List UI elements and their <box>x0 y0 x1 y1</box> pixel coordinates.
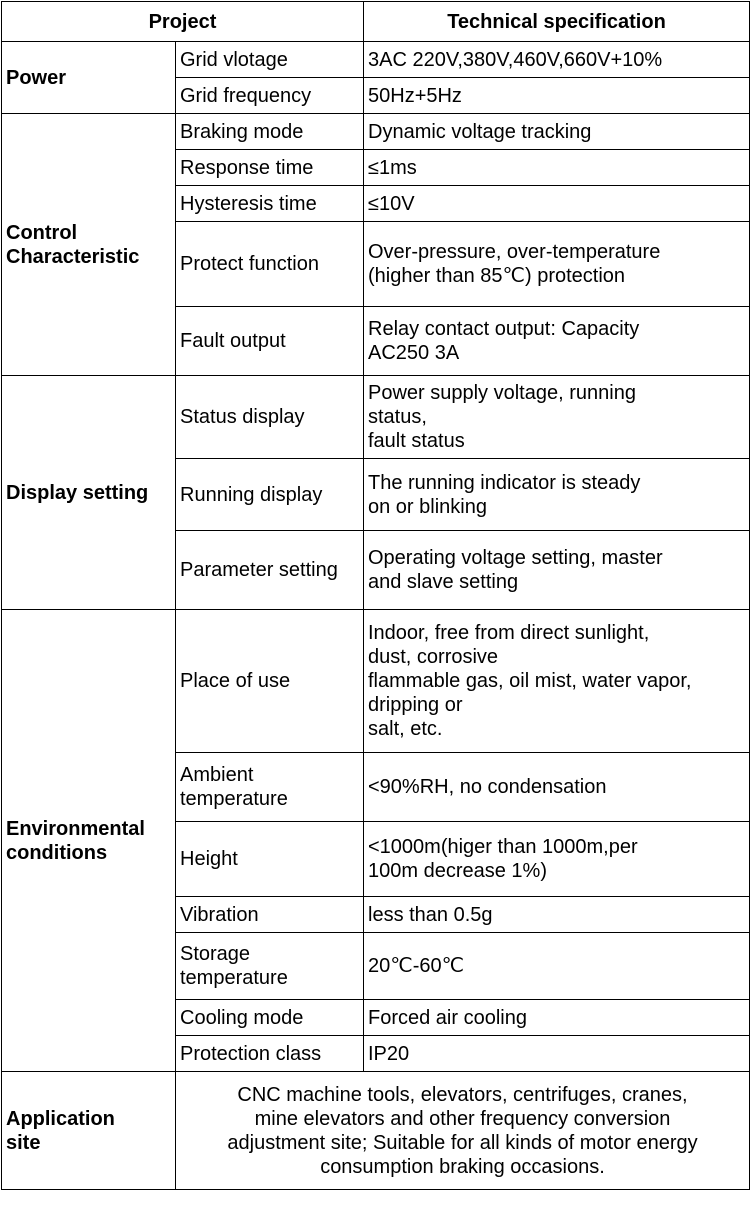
value-cooling-mode: Forced air cooling <box>364 1000 750 1036</box>
item-protection-class: Protection class <box>176 1036 364 1072</box>
item-height: Height <box>176 822 364 897</box>
header-spec: Technical specification <box>364 2 750 42</box>
table-row <box>2 376 750 459</box>
item-grid-frequency: Grid frequency <box>176 78 364 114</box>
category-application: Application site <box>2 1072 176 1190</box>
value-protection-class: IP20 <box>364 1036 750 1072</box>
value-hysteresis-time: ≤10V <box>364 186 750 222</box>
item-storage-temperature: Storage temperature <box>176 933 364 1000</box>
value-place-of-use: Indoor, free from direct sunlight, dust, corrosive flammable gas, oil mist, water vapor, dripping or salt, etc. <box>364 610 750 753</box>
item-parameter-setting: Parameter setting <box>176 531 364 610</box>
value-ambient-temperature: <90%RH, no condensation <box>364 753 750 822</box>
item-ambient-temperature: Ambient temperature <box>176 753 364 822</box>
value-height: <1000m(higer than 1000m,per 100m decrease 1%) <box>364 822 750 897</box>
item-status-display: Status display <box>176 376 364 459</box>
category-environment: Environmental conditions <box>2 610 176 1072</box>
category-power: Power <box>2 42 176 114</box>
value-grid-frequency: 50Hz+5Hz <box>364 78 750 114</box>
item-response-time: Response time <box>176 150 364 186</box>
value-status-display: Power supply voltage, running status, fault status <box>364 376 750 459</box>
item-vibration: Vibration <box>176 897 364 933</box>
item-running-display: Running display <box>176 459 364 531</box>
item-braking-mode: Braking mode <box>176 114 364 150</box>
table-row <box>2 114 750 150</box>
table-row <box>2 610 750 753</box>
item-protect-function: Protect function <box>176 222 364 307</box>
table-row <box>2 42 750 78</box>
header-project: Project <box>2 2 364 42</box>
category-display: Display setting <box>2 376 176 610</box>
item-fault-output: Fault output <box>176 307 364 376</box>
value-running-display: The running indicator is steady on or blinking <box>364 459 750 531</box>
item-grid-voltage: Grid vlotage <box>176 42 364 78</box>
item-cooling-mode: Cooling mode <box>176 1000 364 1036</box>
value-vibration: less than 0.5g <box>364 897 750 933</box>
value-storage-temperature: 20℃-60℃ <box>364 933 750 1000</box>
header-row <box>2 2 750 42</box>
value-parameter-setting: Operating voltage setting, master and slave setting <box>364 531 750 610</box>
item-place-of-use: Place of use <box>176 610 364 753</box>
value-protect-function: Over-pressure, over-temperature (higher than 85℃) protection <box>364 222 750 307</box>
value-response-time: ≤1ms <box>364 150 750 186</box>
value-fault-output: Relay contact output: Capacity AC250 3A <box>364 307 750 376</box>
application-text: CNC machine tools, elevators, centrifuges, cranes, mine elevators and other frequency conversion adjustment site; Suitable for all kinds of motor energy consumption braking occasions. <box>176 1072 750 1190</box>
item-hysteresis-time: Hysteresis time <box>176 186 364 222</box>
category-control: Control Characteristic <box>2 114 176 376</box>
table-row <box>2 1072 750 1190</box>
spec-table <box>1 1 750 1190</box>
value-braking-mode: Dynamic voltage tracking <box>364 114 750 150</box>
value-grid-voltage: 3AC 220V,380V,460V,660V+10% <box>364 42 750 78</box>
